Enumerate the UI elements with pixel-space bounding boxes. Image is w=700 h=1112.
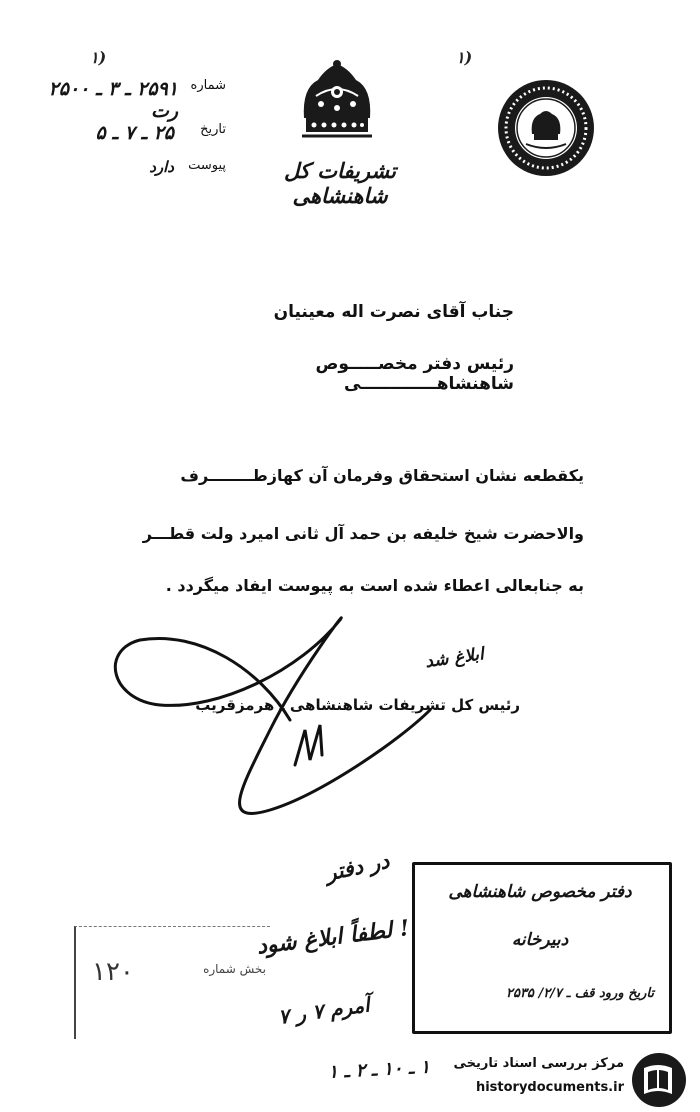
registry-stamp-subtitle: دبیرخانه <box>511 930 569 950</box>
signature-flourish <box>100 610 440 830</box>
ministry-title: تشریفات کل شاهنشاهی <box>283 158 396 208</box>
stray-mark-right: ۱) <box>456 48 473 67</box>
watermark-url: historydocuments.ir <box>475 1080 624 1095</box>
crown-icon <box>296 58 378 142</box>
imperial-seal-icon <box>496 78 596 178</box>
signatory: رئیس کل تشریفات شاهنشاهی ـ هرمزقریب <box>195 696 520 714</box>
handwritten-note-top: در دفتر <box>323 847 392 886</box>
addressee-name: جناب آقای نصرت اله معینیان <box>273 302 514 322</box>
reference-date-label: تاریخ <box>200 122 226 137</box>
body-line: یکقطعه نشان استحقاق وفرمان آن کهازطــــــــرف <box>180 466 584 485</box>
reference-date-row <box>26 122 226 152</box>
reference-attachment-label: پیوست <box>188 158 226 173</box>
reference-attachment-value: دارد <box>149 158 174 176</box>
body-line: والاحضرت شیخ خلیفه بن حمد آل ثانی امیرد ولت قطـــر <box>142 524 584 543</box>
signature-annotation: ابلاغ شد <box>423 644 485 673</box>
registry-stamp-title: دفتر مخصوص شاهنشاهی <box>448 882 632 902</box>
left-stamp-text: بخش شماره <box>203 962 266 976</box>
registry-stamp-date: تاریخ ورود قف ـ ۲/۷/ ۲۵۳۵ <box>505 986 654 1001</box>
handwritten-note-line-1: ! لطفاً ابلاغ شود <box>255 915 411 960</box>
handwritten-note-bottom: ۱ ـ ۱۰ ـ ۲ ـ ۱ <box>327 1056 431 1083</box>
reference-number-label: شماره <box>190 78 226 93</box>
stray-mark-left: ۱) <box>90 48 107 67</box>
watermark-title: مرکز بررسی اسناد تاریخی <box>453 1056 624 1071</box>
reference-number-value: ۲۵۹۱ ـ ۳ ـ ۲۵۰۰ رت <box>48 78 178 122</box>
reference-block <box>26 78 226 188</box>
reference-number-row <box>26 78 226 122</box>
body-line: به جنابعالی اعطاء شده است به پیوست ایفاد میگردد . <box>165 576 584 595</box>
handwritten-note-line-2: آمرم ۷ ر ۷ <box>276 992 371 1029</box>
reference-date-value: ۲۵ ـ ۷ ـ ۵ <box>95 122 174 144</box>
archive-logo-icon <box>628 1050 690 1110</box>
reference-attachment-row <box>26 158 226 188</box>
left-stamp-number: ۱۲۰ <box>92 957 134 987</box>
addressee-title: رئیس دفتر مخصـــــوص شاهنشاهـــــــــــــی <box>315 354 514 394</box>
